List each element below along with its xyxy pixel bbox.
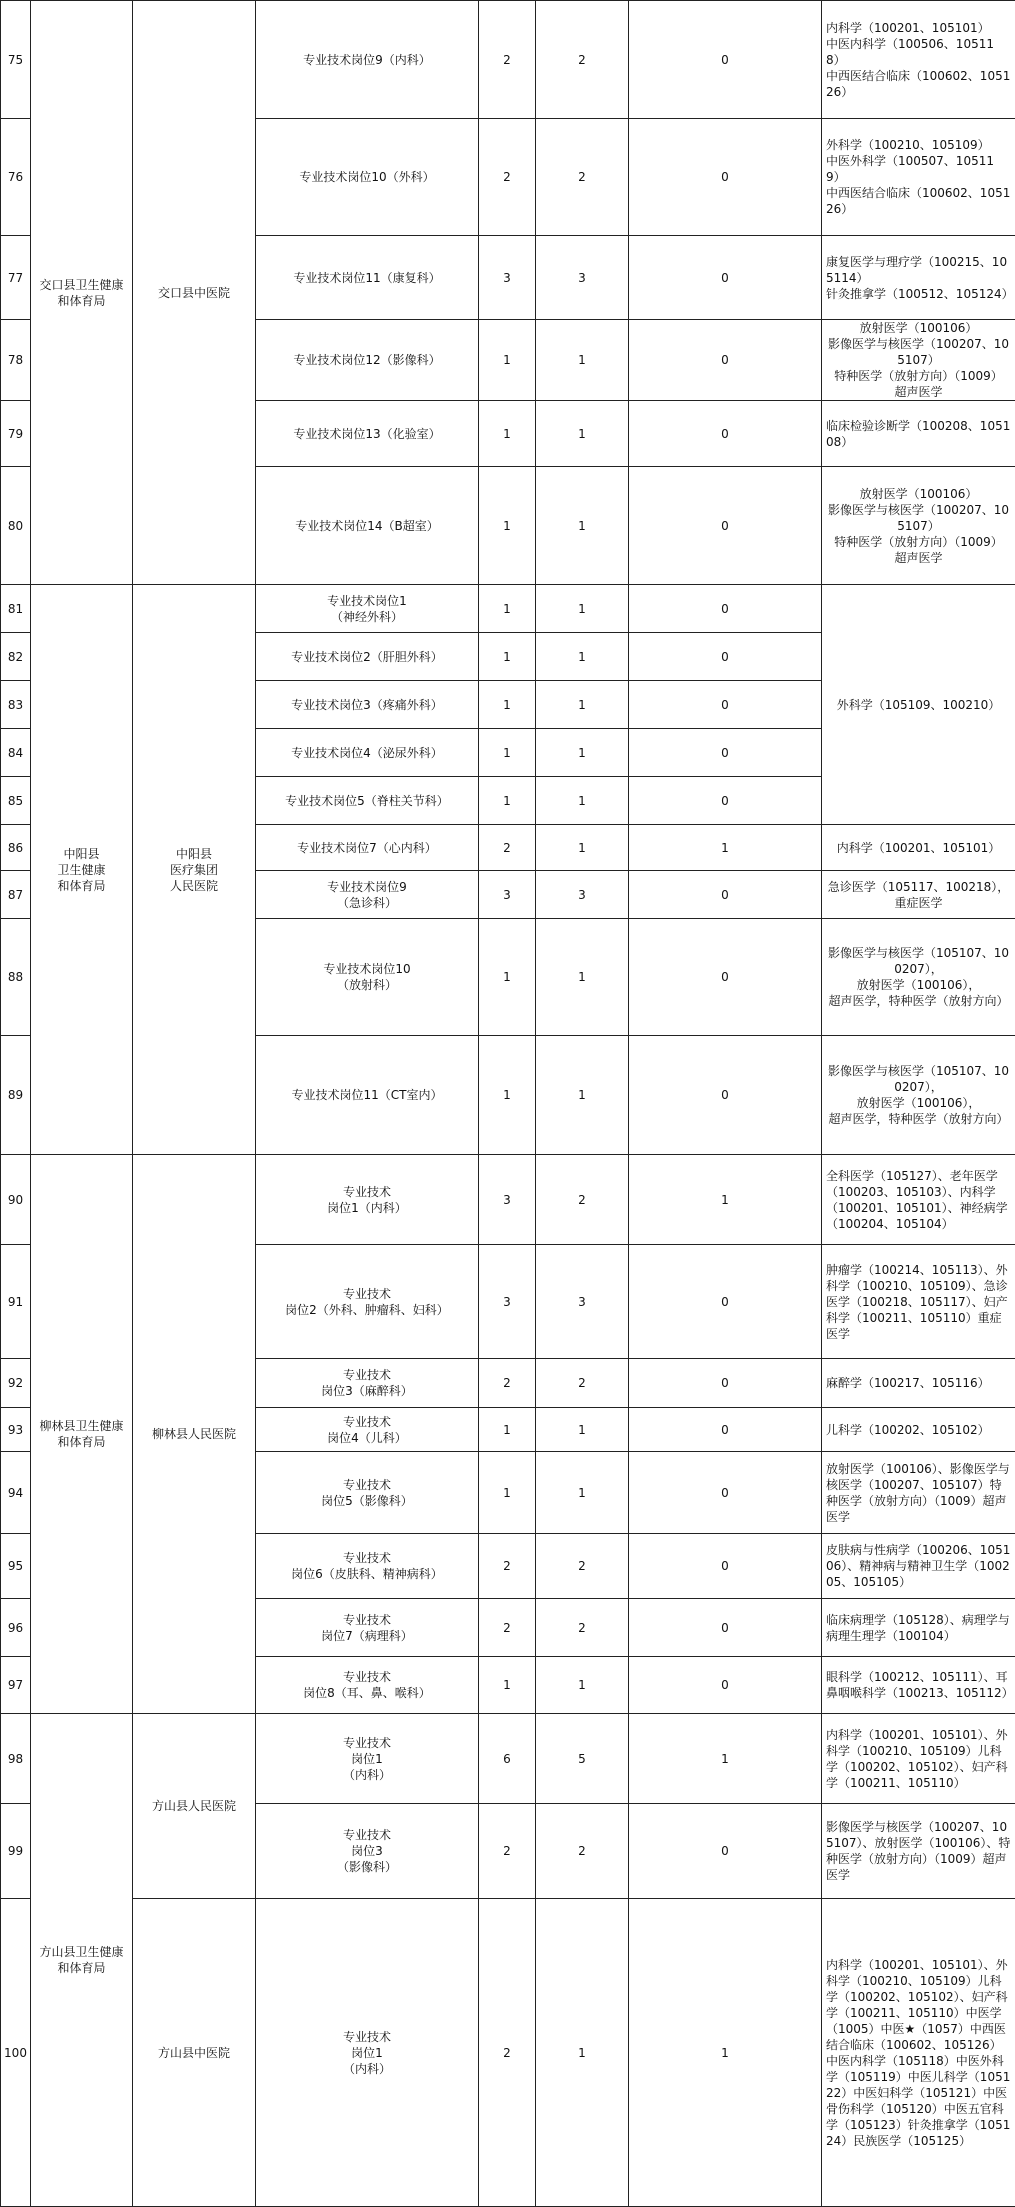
table-row <box>1 1155 1015 1245</box>
position-cell: 专业技术 岗位1（内科） <box>256 1155 479 1245</box>
position-cell: 专业技术岗位10（外科） <box>256 119 479 236</box>
table-row <box>1 1899 1015 2207</box>
unit-cell: 中阳县 医疗集团 人民医院 <box>133 585 256 1155</box>
count-b: 1 <box>629 1899 822 2207</box>
count-b: 0 <box>629 1408 822 1452</box>
position-cell: 专业技术 岗位5（影像科） <box>256 1452 479 1534</box>
count-a: 2 <box>536 1359 629 1408</box>
count-b: 0 <box>629 1534 822 1599</box>
position-cell: 专业技术 岗位3（麻醉科） <box>256 1359 479 1408</box>
row-number: 90 <box>1 1155 31 1245</box>
count-b: 0 <box>629 1657 822 1714</box>
unit-cell: 交口县中医院 <box>133 1 256 585</box>
row-number: 87 <box>1 871 31 919</box>
position-cell: 专业技术岗位14（B超室） <box>256 467 479 585</box>
plan-count: 1 <box>479 681 536 729</box>
major-cell: 内科学（100201、105101） 中医内科学（100506、105118） 中西医结合临床（100602、105126） <box>822 1 1015 119</box>
row-number: 91 <box>1 1245 31 1359</box>
count-a: 1 <box>536 825 629 871</box>
major-cell: 临床病理学（105128）、病理学与病理生理学（100104） <box>822 1599 1015 1657</box>
count-a: 1 <box>536 729 629 777</box>
count-a: 1 <box>536 1452 629 1534</box>
position-cell: 专业技术岗位5（脊柱关节科） <box>256 777 479 825</box>
count-b: 0 <box>629 320 822 401</box>
major-cell: 临床检验诊断学（100208、105108） <box>822 401 1015 467</box>
position-cell: 专业技术岗位11（康复科） <box>256 236 479 320</box>
count-a: 2 <box>536 1804 629 1899</box>
position-cell: 专业技术岗位12（影像科） <box>256 320 479 401</box>
position-cell: 专业技术岗位2（肝胆外科） <box>256 633 479 681</box>
table-row <box>1 1714 1015 1804</box>
plan-count: 1 <box>479 585 536 633</box>
count-a: 2 <box>536 1 629 119</box>
count-a: 2 <box>536 119 629 236</box>
unit-cell: 方山县人民医院 <box>133 1714 256 1899</box>
count-a: 1 <box>536 777 629 825</box>
position-cell: 专业技术 岗位8（耳、鼻、喉科） <box>256 1657 479 1714</box>
plan-count: 2 <box>479 1359 536 1408</box>
row-number: 98 <box>1 1714 31 1804</box>
count-a: 1 <box>536 1899 629 2207</box>
count-a: 3 <box>536 871 629 919</box>
plan-count: 6 <box>479 1714 536 1804</box>
count-a: 1 <box>536 681 629 729</box>
major-cell: 康复医学与理疗学（100215、105114） 针灸推拿学（100512、105124） <box>822 236 1015 320</box>
count-b: 0 <box>629 585 822 633</box>
row-number: 79 <box>1 401 31 467</box>
row-number: 89 <box>1 1036 31 1155</box>
count-b: 0 <box>629 119 822 236</box>
position-cell: 专业技术岗位9 （急诊科） <box>256 871 479 919</box>
count-a: 1 <box>536 1036 629 1155</box>
plan-count: 2 <box>479 119 536 236</box>
position-cell: 专业技术岗位11（CT室内） <box>256 1036 479 1155</box>
row-number: 83 <box>1 681 31 729</box>
major-cell: 皮肤病与性病学（100206、105106）、精神病与精神卫生学（100205、105105） <box>822 1534 1015 1599</box>
plan-count: 3 <box>479 1245 536 1359</box>
count-a: 2 <box>536 1534 629 1599</box>
plan-count: 1 <box>479 320 536 401</box>
row-number: 96 <box>1 1599 31 1657</box>
count-b: 0 <box>629 871 822 919</box>
position-cell: 专业技术 岗位6（皮肤科、精神病科） <box>256 1534 479 1599</box>
row-number: 93 <box>1 1408 31 1452</box>
major-cell: 内科学（100201、105101）、外科学（100210、105109）儿科学（100202、105102）、妇产科学（100211、105110）中医学（1005）中医★（1057）中西医结合临床（100602、105126）中医内科学（105118）中医外科学（105119）中医儿科学（105122）中医妇科学（105121）中医骨伤科学（105120）中医五官科学（105123）针灸推拿学（105124）民族医学（105125） <box>822 1899 1015 2207</box>
count-a: 1 <box>536 320 629 401</box>
major-cell: 外科学（100210、105109） 中医外科学（100507、105119） 中西医结合临床（100602、105126） <box>822 119 1015 236</box>
count-b: 1 <box>629 1714 822 1804</box>
plan-count: 1 <box>479 777 536 825</box>
plan-count: 3 <box>479 236 536 320</box>
count-b: 0 <box>629 681 822 729</box>
row-number: 78 <box>1 320 31 401</box>
count-b: 0 <box>629 633 822 681</box>
row-number: 97 <box>1 1657 31 1714</box>
count-b: 1 <box>629 1155 822 1245</box>
department-cell: 中阳县 卫生健康 和体育局 <box>31 585 133 1155</box>
major-cell: 影像医学与核医学（105107、100207）， 放射医学（100106）， 超声医学，特种医学（放射方向） <box>822 1036 1015 1155</box>
plan-count: 2 <box>479 1804 536 1899</box>
count-a: 2 <box>536 1599 629 1657</box>
count-a: 1 <box>536 467 629 585</box>
count-a: 5 <box>536 1714 629 1804</box>
major-cell: 内科学（100201、105101） <box>822 825 1015 871</box>
count-b: 0 <box>629 919 822 1036</box>
major-cell: 麻醉学（100217、105116） <box>822 1359 1015 1408</box>
plan-count: 3 <box>479 871 536 919</box>
row-number: 92 <box>1 1359 31 1408</box>
row-number: 94 <box>1 1452 31 1534</box>
count-b: 0 <box>629 401 822 467</box>
count-a: 1 <box>536 1408 629 1452</box>
position-cell: 专业技术 岗位1 （内科） <box>256 1899 479 2207</box>
plan-count: 3 <box>479 1155 536 1245</box>
major-cell: 外科学（105109、100210） <box>822 585 1015 825</box>
major-cell: 全科医学（105127）、老年医学（100203、105103）、内科学（100201、105101）、神经病学（100204、105104） <box>822 1155 1015 1245</box>
row-number: 95 <box>1 1534 31 1599</box>
position-cell: 专业技术岗位9（内科） <box>256 1 479 119</box>
position-cell: 专业技术岗位1 （神经外科） <box>256 585 479 633</box>
position-cell: 专业技术 岗位7（病理科） <box>256 1599 479 1657</box>
major-cell: 影像医学与核医学（105107、100207）， 放射医学（100106）， 超声医学，特种医学（放射方向） <box>822 919 1015 1036</box>
position-cell: 专业技术岗位13（化验室） <box>256 401 479 467</box>
plan-count: 1 <box>479 467 536 585</box>
major-cell: 肿瘤学（100214、105113）、外科学（100210、105109）、急诊医学（100218、105117）、妇产科学（100211、105110）重症医学 <box>822 1245 1015 1359</box>
plan-count: 2 <box>479 1599 536 1657</box>
position-cell: 专业技术 岗位4（儿科） <box>256 1408 479 1452</box>
count-b: 0 <box>629 1359 822 1408</box>
table-row <box>1 1 1015 119</box>
row-number: 88 <box>1 919 31 1036</box>
position-cell: 专业技术 岗位3 （影像科） <box>256 1804 479 1899</box>
major-cell: 儿科学（100202、105102） <box>822 1408 1015 1452</box>
count-b: 0 <box>629 1599 822 1657</box>
position-cell: 专业技术岗位3（疼痛外科） <box>256 681 479 729</box>
count-b: 0 <box>629 1452 822 1534</box>
row-number: 86 <box>1 825 31 871</box>
plan-count: 2 <box>479 1899 536 2207</box>
row-number: 76 <box>1 119 31 236</box>
count-b: 0 <box>629 236 822 320</box>
count-a: 3 <box>536 1245 629 1359</box>
unit-cell: 柳林县人民医院 <box>133 1155 256 1714</box>
count-a: 3 <box>536 236 629 320</box>
position-cell: 专业技术岗位7（心内科） <box>256 825 479 871</box>
position-cell: 专业技术岗位4（泌尿外科） <box>256 729 479 777</box>
major-cell: 影像医学与核医学（100207、105107）、放射医学（100106）、特种医学（放射方向）（1009）超声医学 <box>822 1804 1015 1899</box>
row-number: 81 <box>1 585 31 633</box>
row-number: 75 <box>1 1 31 119</box>
plan-count: 2 <box>479 1534 536 1599</box>
plan-count: 1 <box>479 401 536 467</box>
count-a: 1 <box>536 1657 629 1714</box>
row-number: 82 <box>1 633 31 681</box>
unit-cell: 方山县中医院 <box>133 1899 256 2207</box>
row-number: 77 <box>1 236 31 320</box>
major-cell: 内科学（100201、105101）、外科学（100210、105109）儿科学（100202、105102）、妇产科学（100211、105110） <box>822 1714 1015 1804</box>
major-cell: 眼科学（100212、105111）、耳鼻咽喉科学（100213、105112） <box>822 1657 1015 1714</box>
count-b: 0 <box>629 1 822 119</box>
position-cell: 专业技术 岗位2（外科、肿瘤科、妇科） <box>256 1245 479 1359</box>
major-cell: 急诊医学（105117、100218），重症医学 <box>822 871 1015 919</box>
major-cell: 放射医学（100106） 影像医学与核医学（100207、105107） 特种医学（放射方向）（1009） 超声医学 <box>822 320 1015 401</box>
count-b: 0 <box>629 467 822 585</box>
count-b: 0 <box>629 777 822 825</box>
count-b: 1 <box>629 825 822 871</box>
plan-count: 2 <box>479 825 536 871</box>
row-number: 80 <box>1 467 31 585</box>
plan-count: 1 <box>479 633 536 681</box>
department-cell: 交口县卫生健康和体育局 <box>31 1 133 585</box>
row-number: 99 <box>1 1804 31 1899</box>
row-number: 85 <box>1 777 31 825</box>
count-b: 0 <box>629 1036 822 1155</box>
plan-count: 1 <box>479 1452 536 1534</box>
plan-count: 1 <box>479 919 536 1036</box>
table-row <box>1 585 1015 633</box>
plan-count: 2 <box>479 1 536 119</box>
count-a: 1 <box>536 633 629 681</box>
plan-count: 1 <box>479 729 536 777</box>
row-number: 100 <box>1 1899 31 2207</box>
position-cell: 专业技术岗位10 （放射科） <box>256 919 479 1036</box>
count-a: 2 <box>536 1155 629 1245</box>
plan-count: 1 <box>479 1036 536 1155</box>
count-b: 0 <box>629 1804 822 1899</box>
position-cell: 专业技术 岗位1 （内科） <box>256 1714 479 1804</box>
major-cell: 放射医学（100106） 影像医学与核医学（100207、105107） 特种医学（放射方向）（1009） 超声医学 <box>822 467 1015 585</box>
count-a: 1 <box>536 401 629 467</box>
row-number: 84 <box>1 729 31 777</box>
plan-count: 1 <box>479 1657 536 1714</box>
department-cell: 方山县卫生健康和体育局 <box>31 1714 133 2207</box>
department-cell: 柳林县卫生健康和体育局 <box>31 1155 133 1714</box>
count-b: 0 <box>629 1245 822 1359</box>
major-cell: 放射医学（100106）、影像医学与核医学（100207、105107）特种医学（放射方向）（1009）超声医学 <box>822 1452 1015 1534</box>
count-a: 1 <box>536 585 629 633</box>
plan-count: 1 <box>479 1408 536 1452</box>
count-b: 0 <box>629 729 822 777</box>
count-a: 1 <box>536 919 629 1036</box>
